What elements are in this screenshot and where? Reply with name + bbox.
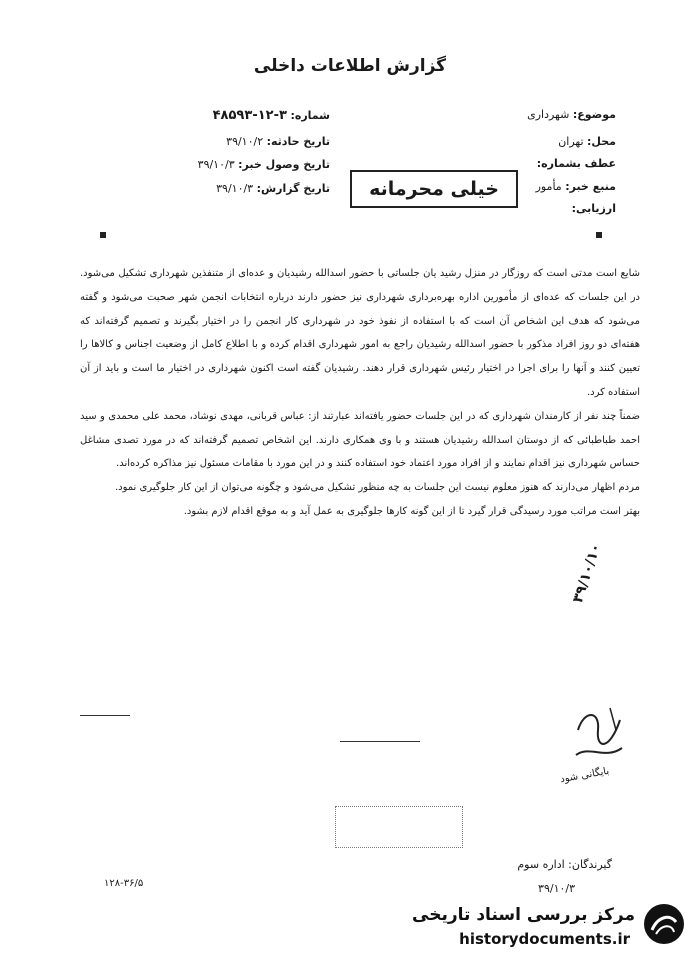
paragraph: شایع است مدتی است که روزگار در منزل رشید یان جلساتی با حضور اسدالله رشیدیان و عده‌ای از متنفذین شهرداری تشکیل می‌شود. در این جلسات که عده‌ای از مأمورین اداره بهره‌برداری شهرداری نیز حضور دارند درباره انتخابات انجمن شهر صحبت می‌شود و گفته می‌شود که هدف این اشخاص آن است که با استفاده از نفوذ خود در شهرداری کار انجمن را در اختیار بگیرند و تصمیم گرفته‌اند که هفته‌ای دو روز افراد مذکور با حضور اسدالله رشیدیان راجع به امور شهرداری اقدام کرده و با اطلاع کامل از وضعیت اجناس و کالاها را تعیین کنند و آنها را برای اجرا در اختیار رئیس شهرداری قرار دهند. رشیدیان گفته است اکنون شهرداری در اختیار ما است و باید از آن استفاده کرد. <box>80 268 640 398</box>
event-date-value: ۳۹/۱۰/۲ <box>226 135 264 148</box>
signoff-line <box>80 715 130 716</box>
reference-row <box>537 157 616 170</box>
corner-mark-right <box>596 232 602 238</box>
reference-label: عطف بشماره: <box>536 157 616 170</box>
report-date-label: تاریخ گزارش: <box>256 182 330 195</box>
number-value: ۳-۱۲-۴۸۵۹۳ <box>212 108 287 123</box>
recipients-row <box>517 858 612 871</box>
classification-stamp: خیلی محرمانه <box>350 170 518 208</box>
source-label: منبع خبر: <box>565 180 616 193</box>
report-body <box>80 262 640 524</box>
report-date-row <box>216 182 330 195</box>
archive-logo-icon <box>642 902 686 946</box>
signature-icon <box>570 700 630 770</box>
signoff-line <box>340 741 420 742</box>
paragraph: ضمناً چند نفر از کارمندان شهرداری که در این جلسات حضور یافته‌اند عبارتند از: عباس قربانی، مهدی نوشاد، محمد علی محمدی و سید احمد طباطبائی که از دوستان اسدالله رشیدیان هستند و با وی همکاری دارند. این اشخاص تصمیم گرفته‌اند که در مورد تصدی مشاغل حساس شهرداری نیز اقدام نمایند و از افراد مورد اعتماد خود استفاده کنند و در این مورد با مقامات مسئول نیز مذاکره کرده‌اند. <box>80 410 640 470</box>
subject-row <box>527 108 616 121</box>
evaluation-label: ارزیابی: <box>571 202 616 215</box>
subject-label: موضوع: <box>572 108 616 121</box>
receipt-date-row <box>198 158 330 171</box>
recipient-value: اداره سوم <box>517 858 565 871</box>
registry-box <box>335 806 463 848</box>
place-value: تهران <box>558 135 584 148</box>
footer-date: ۳۹/۱۰/۳ <box>538 882 575 895</box>
place-label: محل: <box>587 135 616 148</box>
event-date-row <box>226 135 330 148</box>
place-row <box>558 135 616 148</box>
number-label: شماره: <box>290 109 330 122</box>
paragraph: مردم اظهار می‌دارند که هنوز معلوم نیست این جلسات به چه منظور تشکیل می‌شود و چگونه می‌توان از این کار جلوگیری نمود. <box>114 482 640 494</box>
receipt-date-value: ۳۹/۱۰/۳ <box>197 158 235 171</box>
source-row <box>536 180 616 193</box>
signature-note: بایگانی شود <box>559 765 611 786</box>
subject-value: شهرداری <box>527 108 570 121</box>
event-date-label: تاریخ حادثه: <box>266 135 330 148</box>
watermark-title: مرکز بررسی اسناد تاریخی <box>412 905 635 925</box>
receipt-date-label: تاریخ وصول خبر: <box>238 158 330 171</box>
number-row <box>213 108 330 123</box>
handwritten-date: ۳۹/۱۰/۱۰ <box>570 541 605 605</box>
document-title: گزارش اطلاعات داخلی <box>253 56 447 76</box>
source-value: مأمور <box>535 180 562 193</box>
evaluation-row <box>572 202 616 215</box>
watermark-url: historydocuments.ir <box>459 930 630 948</box>
paragraph: بهتر است مراتب مورد رسیدگی قرار گیرد تا از این گونه کارها جلوگیری به عمل آید و به موقع اقدام لازم بشود. <box>183 505 640 517</box>
recipient-label: گیرندگان: <box>568 858 612 871</box>
report-date-value: ۳۹/۱۰/۳ <box>216 182 254 195</box>
corner-mark-left <box>100 232 106 238</box>
file-number: ۱۲۸-۳۶/۵ <box>104 878 144 889</box>
